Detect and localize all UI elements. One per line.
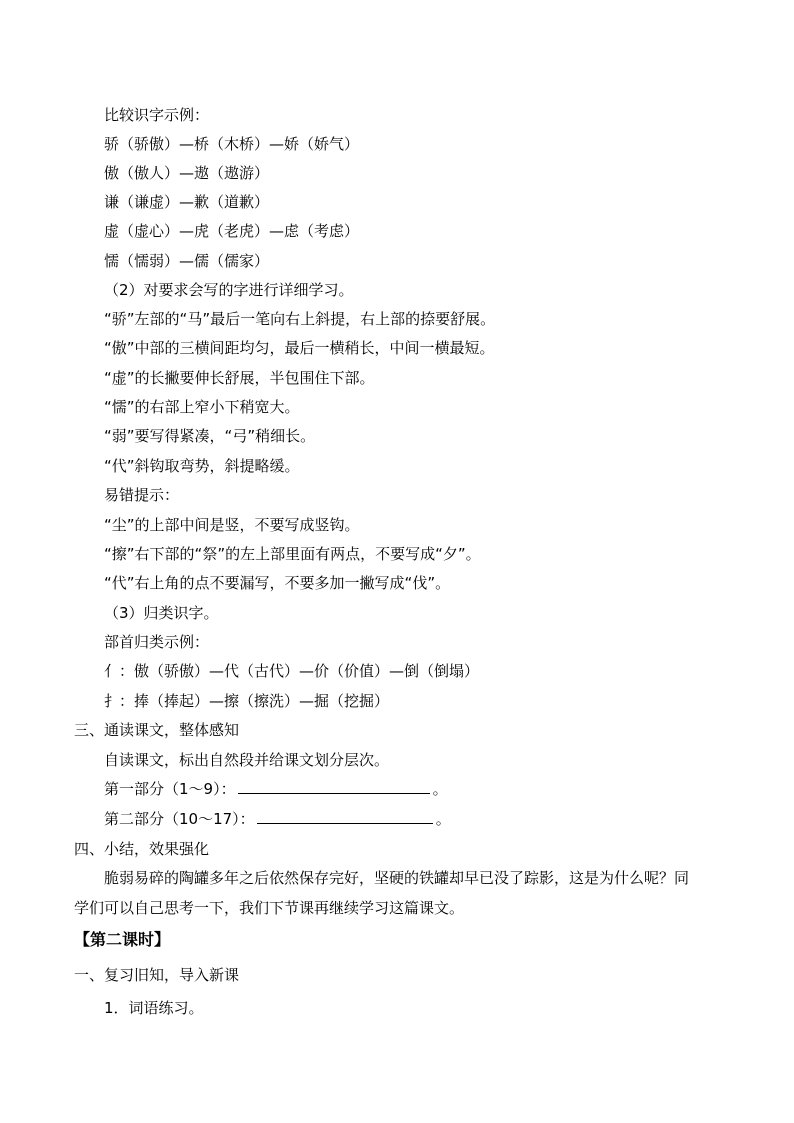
part-two-blank-row — [104, 808, 451, 830]
writing-note-ruo: “弱”要写得紧凑，“弓”稍细长。 — [104, 427, 316, 445]
part-one-blank-row — [104, 778, 448, 800]
lesson-2-title: 【第二课时】 — [74, 930, 171, 949]
reading-instruction: 自读课文，标出自然段并给课文划分层次。 — [104, 751, 390, 769]
error-tip-chen: “尘”的上部中间是竖，不要写成竖钩。 — [104, 516, 360, 534]
comparison-example-4: 虚（虚心）—虎（老虎）—虑（考虑） — [104, 222, 360, 240]
summary-paragraph-line-1: 脆弱易碎的陶罐多年之后依然保存完好，坚硬的铁罐却早已没了踪影，这是为什么呢？同 — [104, 869, 690, 887]
error-tips-heading: 易错提示： — [104, 486, 180, 504]
comparison-example-5: 懦（懦弱）—儒（儒家） — [104, 252, 270, 270]
error-tip-ca: “擦”右下部的“祭”的左上部里面有两点，不要写成“夕”。 — [104, 545, 481, 563]
lesson-2-item-1: 1．词语练习。 — [104, 999, 204, 1017]
lesson-2-section-1: 一、复习旧知，导入新课 — [74, 966, 240, 984]
radical-example-shou: 扌：捧（捧起）—擦（擦洗）—掘（挖掘） — [104, 692, 390, 710]
writing-note-nuo: “懦”的右部上窄小下稍宽大。 — [104, 398, 300, 416]
part-one-end: 。 — [432, 780, 448, 798]
part-one-label: 第一部分（1～9）： — [104, 780, 236, 798]
part-two-end: 。 — [435, 810, 451, 828]
writing-note-dai: “代”斜钩取弯势，斜提略缓。 — [104, 457, 300, 475]
comparison-example-2: 傲（傲人）—遨（遨游） — [104, 164, 270, 182]
summary-paragraph-line-2: 学们可以自己思考一下，我们下节课再继续学习这篇课文。 — [74, 899, 465, 917]
step-2-heading: （2）对要求会写的字进行详细学习。 — [104, 281, 354, 299]
part-two-label: 第二部分（10～17）： — [104, 810, 255, 828]
comparison-heading: 比较识字示例： — [104, 106, 210, 124]
writing-note-ao: “傲”中部的三横间距均匀，最后一横稍长，中间一横最短。 — [104, 339, 495, 357]
comparison-example-1: 骄（骄傲）—桥（木桥）—娇（娇气） — [104, 135, 360, 153]
radical-heading: 部首归类示例： — [104, 633, 210, 651]
radical-example-ren: 亻：傲（骄傲）—代（古代）—价（价值）—倒（倒塌） — [104, 662, 480, 680]
step-3-heading: （3）归类识字。 — [104, 604, 219, 622]
section-4-heading: 四、小结，效果强化 — [74, 840, 210, 858]
writing-note-xu: “虚”的长撇要伸长舒展，半包围住下部。 — [104, 369, 375, 387]
writing-note-jiao: “骄”左部的“马”最后一笔向右上斜提，右上部的捺要舒展。 — [104, 310, 496, 328]
comparison-example-3: 谦（谦虚）—歉（道歉） — [104, 193, 270, 211]
section-3-heading: 三、通读课文，整体感知 — [74, 721, 240, 739]
part-two-blank[interactable] — [257, 808, 433, 824]
error-tip-dai: “代”右上角的点不要漏写，不要多加一撇写成“伐”。 — [104, 574, 451, 592]
part-one-blank[interactable] — [238, 778, 430, 794]
